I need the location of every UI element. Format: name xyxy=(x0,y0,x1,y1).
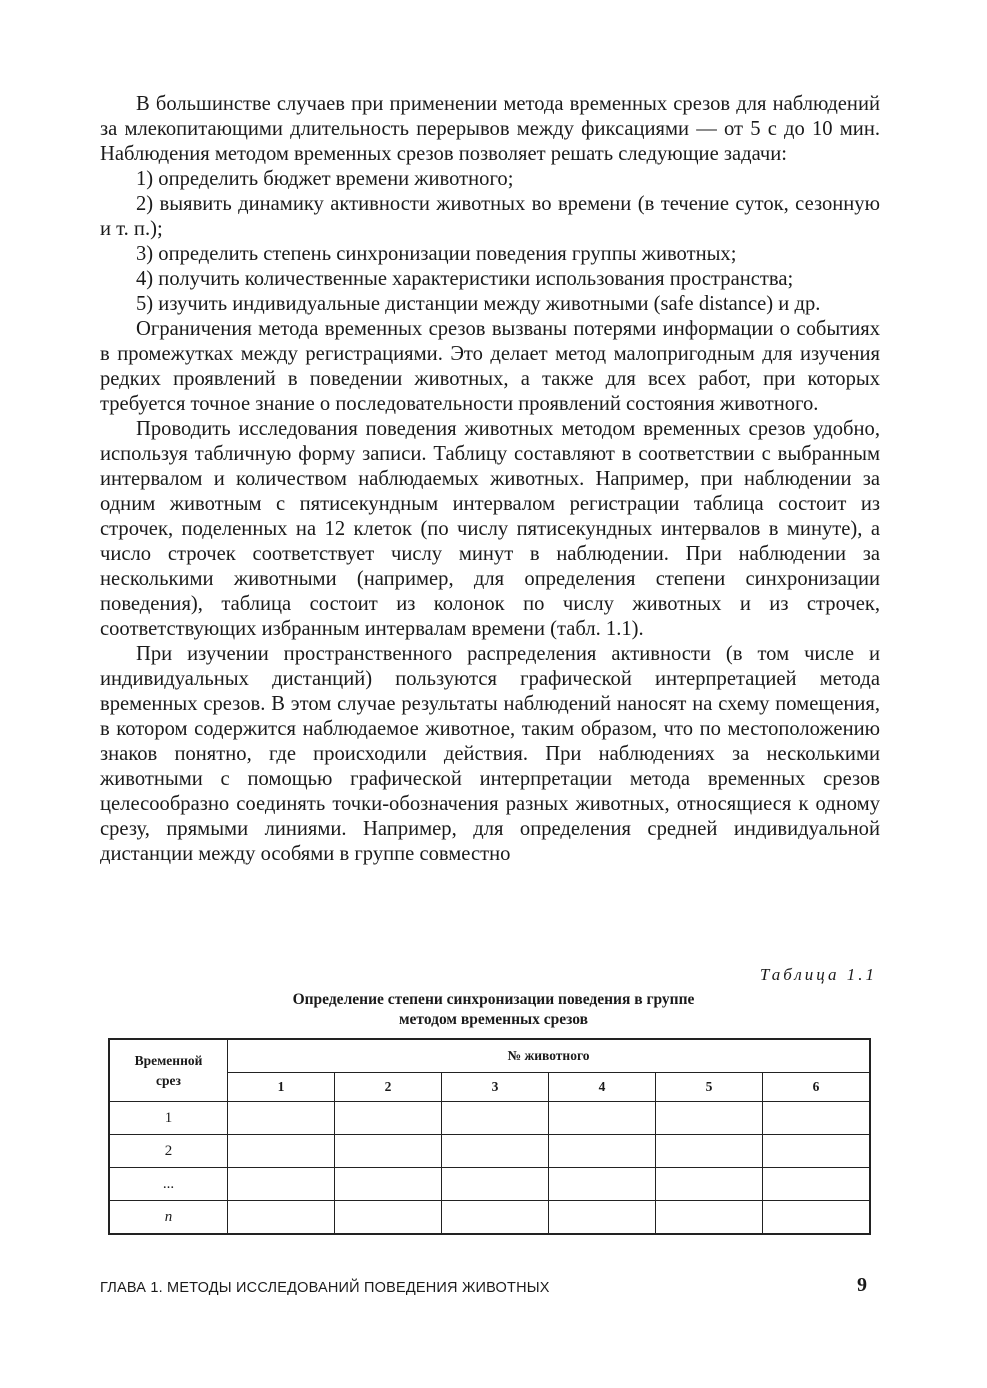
table-cell xyxy=(763,1135,871,1168)
table-cell xyxy=(763,1201,871,1235)
table-label: Таблица 1.1 xyxy=(759,965,877,984)
table-row xyxy=(109,1201,870,1235)
table-cell xyxy=(763,1168,871,1201)
table-cell xyxy=(228,1135,335,1168)
paragraph: Проводить исследования поведения животных методом временных срезов удобно, используя табличную форму записи. Таблицу составляют в соответствии с выбранным интервалом и количеством наблюдаемых животных. Например, при наблюдении за одним животным с пятисекундным интервалом регистрации таблица состоит из строчек, поделенных на 12 клеток (по числу пятисекундных интервалов в минуте), а число строчек соответствует числу минут в наблюдении. При наблюдении за несколькими животными (например, для определения степени синхронизации поведения), таблица состоит из колонок по числу животных и из строчек, соответствующих избранным интервалам времени (табл. 1.1). xyxy=(100,418,880,640)
list-item: 4) получить количественные характеристики использования пространства; xyxy=(136,268,794,290)
page-number: 9 xyxy=(857,1274,867,1296)
table-row xyxy=(109,1102,870,1135)
table-cell xyxy=(656,1135,763,1168)
paragraph: При изучении пространственного распределения активности (в том числе и индивидуальных дистанций) пользуются графической интерпретацией метода временных срезов. В этом случае результаты наблюдений наносят на схему помещения, в котором содержится наблюдаемое животное, таким образом, что по местоположению знаков понятно, где происходили действия. При наблюдениях за несколькими животными с помощью графической интерпретации метода временных срезов целесообразно соединять точки-обозначения разных животных, относящиеся к одному срезу, прямыми линиями. Например, для определения средней индивидуальной дистанции между особями в группе совместно xyxy=(100,643,880,865)
table-row xyxy=(109,1135,870,1168)
list-item: 1) определить бюджет времени животного; xyxy=(136,168,514,190)
row-header xyxy=(109,1039,228,1102)
body-text xyxy=(100,92,880,867)
list-item: 2) выявить динамику активности животных во времени (в течение суток, сезонную и т. п.); xyxy=(100,193,880,240)
table-cell xyxy=(442,1135,549,1168)
row-header-line2: срез xyxy=(156,1072,181,1088)
table-cell xyxy=(549,1135,656,1168)
table-cell xyxy=(442,1168,549,1201)
column-header: 3 xyxy=(442,1073,549,1102)
table-cell xyxy=(335,1102,442,1135)
table-title-line1: Определение степени синхронизации поведения в группе xyxy=(292,991,695,1008)
synchronization-table xyxy=(108,1038,871,1235)
list-item: 3) определить степень синхронизации поведения группы животных; xyxy=(136,243,737,265)
table-cell xyxy=(228,1168,335,1201)
column-header: 4 xyxy=(549,1073,656,1102)
paragraph: В большинстве случаев при применении метода временных срезов для наблюдений за млекопитающими длительность перерывов между фиксациями — от 5 с до 10 мин. Наблюдения методом временных срезов позволяет решать следующие задачи: xyxy=(100,93,880,165)
row-label: ... xyxy=(109,1168,228,1201)
paragraph: Ограничения метода временных срезов вызваны потерями информации о событиях в промежутках между регистрациями. Это делает метод малопригодным для изучения редких проявлений в поведении животных, а также для всех работ, при которых требуется точное знание о последовательности проявлений состояния животного. xyxy=(100,318,880,415)
table-cell xyxy=(442,1102,549,1135)
column-header: 1 xyxy=(228,1073,335,1102)
table-title xyxy=(100,990,887,1030)
table-cell xyxy=(656,1201,763,1235)
column-header: 5 xyxy=(656,1073,763,1102)
row-label: 1 xyxy=(109,1102,228,1135)
list-item: 5) изучить индивидуальные дистанции между животными (safe distance) и др. xyxy=(136,293,821,315)
table-cell xyxy=(656,1102,763,1135)
table-cell xyxy=(656,1168,763,1201)
table-cell xyxy=(549,1102,656,1135)
column-header: 6 xyxy=(763,1073,871,1102)
table-cell xyxy=(549,1168,656,1201)
table-cell xyxy=(335,1201,442,1235)
table-title-line2: методом временных срезов xyxy=(398,1011,589,1028)
table-cell xyxy=(335,1135,442,1168)
table-row xyxy=(109,1168,870,1201)
running-footer: ГЛАВА 1. МЕТОДЫ ИССЛЕДОВАНИЙ ПОВЕДЕНИЯ ЖИВОТНЫХ xyxy=(100,1280,550,1296)
row-header-line1: Временной xyxy=(134,1052,203,1068)
row-label: n xyxy=(109,1201,228,1235)
animal-number-header: № животного xyxy=(228,1039,871,1073)
table-cell xyxy=(549,1201,656,1235)
table-cell xyxy=(442,1201,549,1235)
table-cell xyxy=(228,1102,335,1135)
row-label: 2 xyxy=(109,1135,228,1168)
column-header: 2 xyxy=(335,1073,442,1102)
table-cell xyxy=(228,1201,335,1235)
table-cell xyxy=(763,1102,871,1135)
table-cell xyxy=(335,1168,442,1201)
